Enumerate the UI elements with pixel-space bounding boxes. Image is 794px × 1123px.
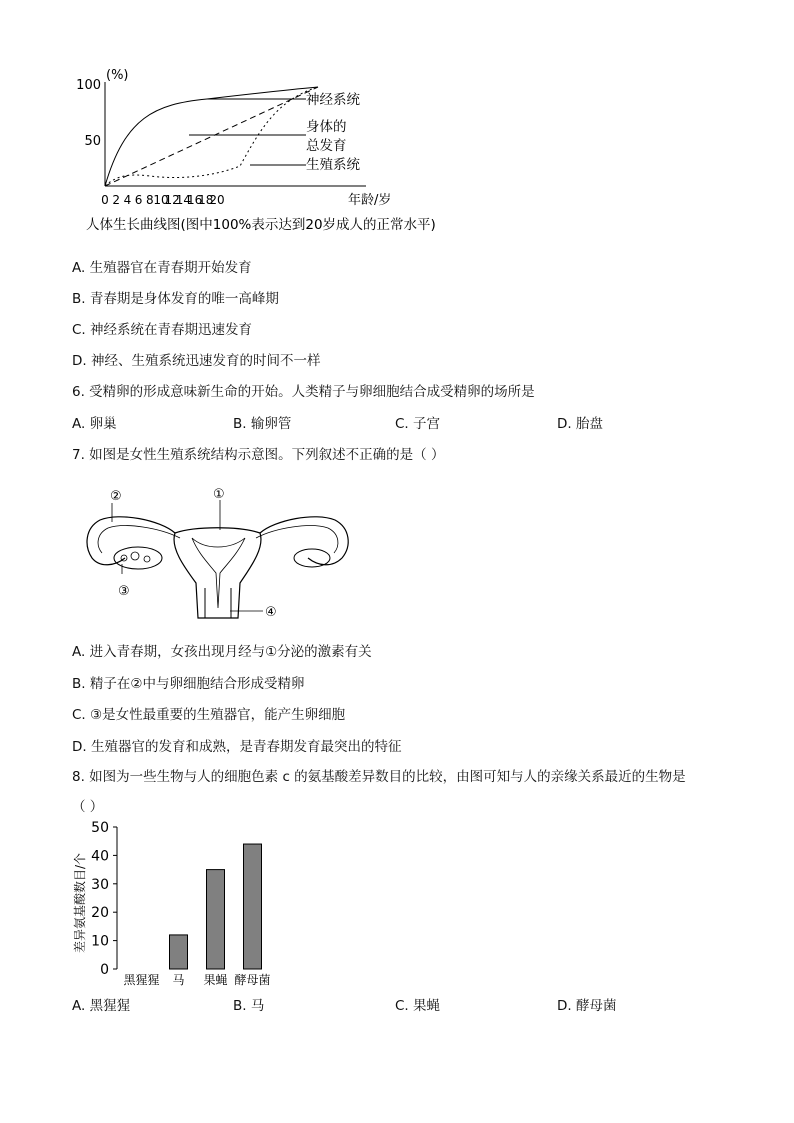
female-reproductive-diagram — [80, 478, 370, 628]
label-1: ① — [213, 487, 225, 502]
body-development-curve — [105, 87, 318, 186]
growth-x-tick: 18 — [198, 193, 214, 207]
bar-2 — [207, 870, 225, 969]
bar-chart-bars — [170, 844, 262, 969]
cytochrome-c-bar-chart — [70, 815, 290, 990]
left-oviduct-inner — [98, 526, 180, 553]
growth-x-tick: 16 — [186, 193, 203, 207]
label-3: ③ — [118, 584, 130, 599]
growth-x-tick: 2 — [112, 193, 121, 207]
bar-3 — [244, 844, 262, 969]
nervous-label: 神经系统 — [306, 92, 360, 108]
growth-caption: 人体生长曲线图(图中100%表示达到20岁成人的正常水平) — [86, 217, 436, 233]
bar-chart-x-label: 黑猩猩 — [123, 973, 160, 987]
bar-1 — [170, 935, 188, 969]
q8-option-b: B. 马 — [233, 998, 265, 1014]
label-2: ② — [110, 489, 122, 504]
growth-x-unit: 年龄/岁 — [348, 193, 392, 208]
growth-x-tick: 20 — [209, 193, 225, 207]
q5-option-a: A. 生殖器官在青春期开始发育 — [72, 260, 252, 276]
body-label-line2: 总发育 — [306, 138, 347, 154]
growth-y-unit: (%) — [106, 68, 129, 83]
q7-option-c: C. ③是女性最重要的生殖器官，能产生卵细胞 — [72, 707, 346, 723]
right-ovary — [294, 549, 330, 567]
q8-option-d: D. 酵母菌 — [557, 998, 617, 1014]
bar-chart-x-label: 酵母菌 — [234, 973, 271, 987]
q7-stem: 7. 如图是女性生殖系统结构示意图。下列叙述不正确的是（ ） — [72, 447, 445, 463]
bar-chart-x-labels — [123, 972, 270, 987]
growth-x-tick: 8 — [145, 193, 154, 207]
q7-option-a: A. 进入青春期，女孩出现月经与①分泌的激素有关 — [72, 644, 372, 660]
bar-chart-x-label: 果蝇 — [203, 973, 228, 987]
bar-chart-y-tick-label: 50 — [91, 820, 109, 836]
q7-option-d: D. 生殖器官的发育和成熟，是青春期发育最突出的特征 — [72, 739, 402, 755]
growth-curve-chart — [70, 62, 470, 237]
q6-option-c: C. 子宫 — [395, 416, 441, 432]
growth-x-tick: 4 — [123, 193, 132, 207]
uterus-cavity — [192, 538, 245, 608]
growth-x-tick: 14 — [175, 193, 192, 207]
q7-option-b: B. 精子在②中与卵细胞结合形成受精卵 — [72, 676, 305, 692]
bar-chart-y-tick-label: 40 — [91, 848, 109, 865]
q5-option-d: D. 神经、生殖系统迅速发育的时间不一样 — [72, 353, 321, 369]
growth-x-tick: 10 — [153, 193, 169, 207]
body-label-line1: 身体的 — [306, 119, 347, 135]
growth-x-tick: 0 — [101, 193, 109, 207]
label-4: ④ — [265, 605, 277, 620]
q6-stem: 6. 受精卵的形成意味新生命的开始。人类精子与卵细胞结合成受精卵的场所是 — [72, 384, 535, 400]
q5-option-b: B. 青春期是身体发育的唯一高峰期 — [72, 291, 279, 307]
bar-chart-y-tick-label: 20 — [91, 905, 109, 922]
q8-paren: （ ） — [72, 799, 104, 815]
q6-option-a: A. 卵巢 — [72, 416, 117, 432]
right-oviduct — [260, 517, 348, 565]
growth-x-tick: 6 — [134, 193, 143, 207]
right-oviduct-inner — [256, 526, 338, 553]
bar-chart-y-ticks — [91, 820, 117, 978]
q8-option-c: C. 果蝇 — [395, 998, 441, 1014]
q8-stem: 8. 如图为一些生物与人的细胞色素 c 的氨基酸差异数目的比较，由图可知与人的亲缘关系最近的生物是 — [72, 769, 686, 785]
q5-option-c: C. 神经系统在青春期迅速发育 — [72, 322, 253, 338]
repro-label: 生殖系统 — [306, 157, 360, 173]
growth-x-ticks — [101, 193, 224, 207]
bar-chart-ylabel: 差异氨基酸数目/个 — [73, 852, 87, 954]
q6-option-d: D. 胎盘 — [557, 416, 603, 432]
growth-x-tick: 12 — [164, 193, 180, 207]
q8-option-a: A. 黑猩猩 — [72, 998, 131, 1014]
growth-y-tick-100: 100 — [76, 78, 101, 93]
bar-chart-y-tick-label: 10 — [91, 933, 109, 950]
bar-chart-y-tick-label: 30 — [91, 876, 109, 893]
q6-option-b: B. 输卵管 — [233, 416, 292, 432]
bar-chart-x-label: 马 — [172, 973, 185, 987]
growth-y-tick-50: 50 — [84, 134, 101, 149]
bar-chart-y-tick-label: 0 — [100, 962, 109, 978]
